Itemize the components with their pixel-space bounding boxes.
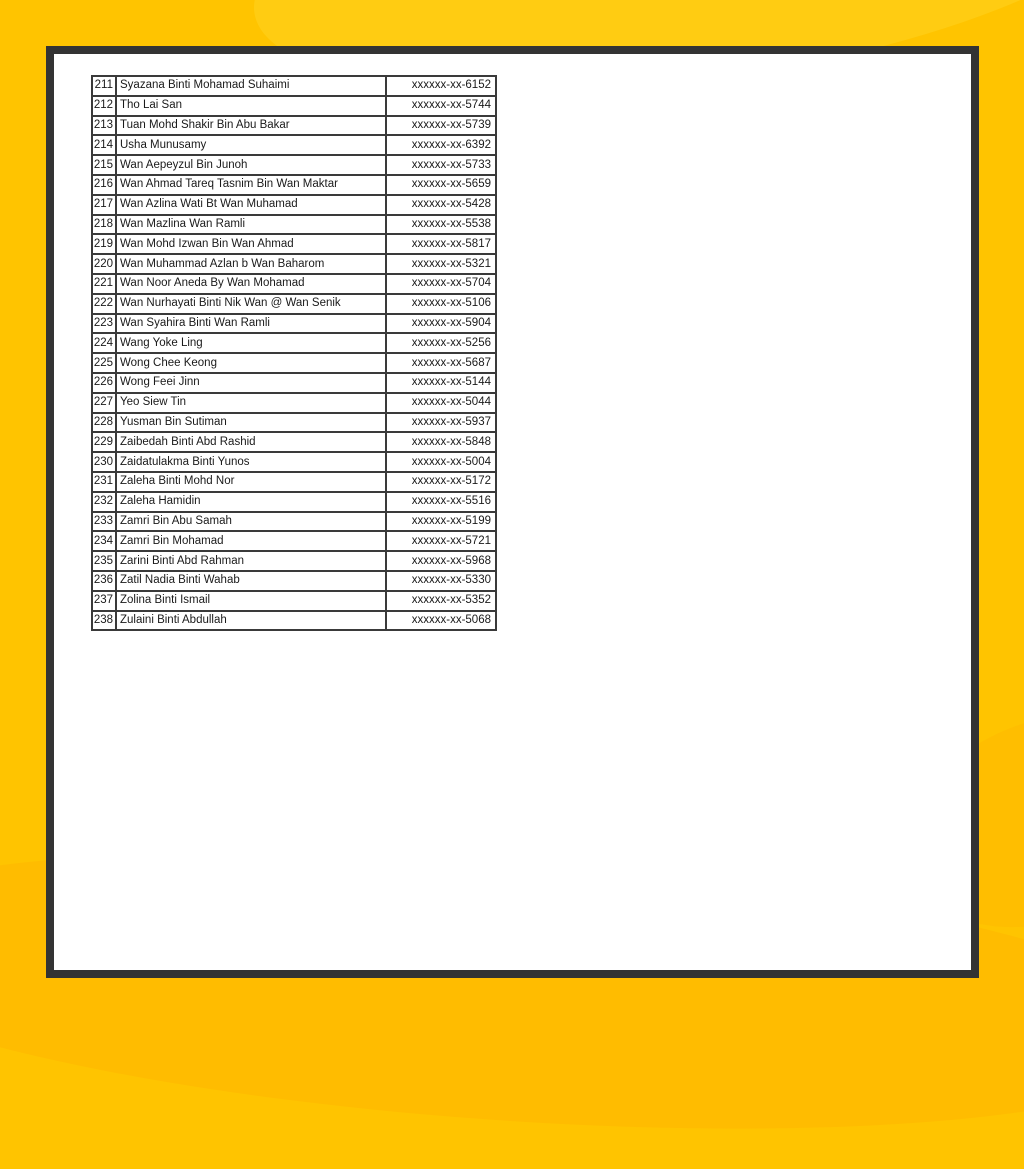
table-row (92, 195, 496, 215)
member-ic-number: xxxxxx-xx-5968 (386, 551, 496, 571)
table-row (92, 234, 496, 254)
member-name: Yusman Bin Sutiman (116, 413, 386, 433)
member-ic-number: xxxxxx-xx-5330 (386, 571, 496, 591)
table-row (92, 294, 496, 314)
member-ic-number: xxxxxx-xx-5744 (386, 96, 496, 116)
table-row (92, 333, 496, 353)
table-row (92, 175, 496, 195)
table-row (92, 373, 496, 393)
table-row (92, 76, 496, 96)
member-ic-number: xxxxxx-xx-5068 (386, 611, 496, 631)
table-row (92, 531, 496, 551)
row-number: 215 (92, 155, 116, 175)
member-name: Syazana Binti Mohamad Suhaimi (116, 76, 386, 96)
member-name: Zaibedah Binti Abd Rashid (116, 432, 386, 452)
member-ic-number: xxxxxx-xx-5704 (386, 274, 496, 294)
member-name: Usha Munusamy (116, 135, 386, 155)
row-number: 228 (92, 413, 116, 433)
member-ic-number: xxxxxx-xx-5199 (386, 512, 496, 532)
member-ic-number: xxxxxx-xx-5321 (386, 254, 496, 274)
member-ic-number: xxxxxx-xx-5044 (386, 393, 496, 413)
member-name: Zatil Nadia Binti Wahab (116, 571, 386, 591)
member-name: Wan Mazlina Wan Ramli (116, 215, 386, 235)
member-ic-number: xxxxxx-xx-5004 (386, 452, 496, 472)
table-row (92, 413, 496, 433)
member-name: Zamri Bin Mohamad (116, 531, 386, 551)
row-number: 235 (92, 551, 116, 571)
member-ic-number: xxxxxx-xx-5428 (386, 195, 496, 215)
member-name: Wong Chee Keong (116, 353, 386, 373)
table-row (92, 393, 496, 413)
member-name: Tuan Mohd Shakir Bin Abu Bakar (116, 116, 386, 136)
row-number: 216 (92, 175, 116, 195)
row-number: 236 (92, 571, 116, 591)
table-row (92, 472, 496, 492)
member-name: Wan Mohd Izwan Bin Wan Ahmad (116, 234, 386, 254)
table-row (92, 591, 496, 611)
member-ic-number: xxxxxx-xx-5904 (386, 314, 496, 334)
table-row (92, 452, 496, 472)
row-number: 214 (92, 135, 116, 155)
row-number: 221 (92, 274, 116, 294)
row-number: 211 (92, 76, 116, 96)
member-name: Tho Lai San (116, 96, 386, 116)
member-ic-number: xxxxxx-xx-6152 (386, 76, 496, 96)
row-number: 225 (92, 353, 116, 373)
member-ic-number: xxxxxx-xx-5172 (386, 472, 496, 492)
table-row (92, 551, 496, 571)
member-name: Zaleha Binti Mohd Nor (116, 472, 386, 492)
table-row (92, 314, 496, 334)
row-number: 212 (92, 96, 116, 116)
member-name: Wan Muhammad Azlan b Wan Baharom (116, 254, 386, 274)
row-number: 219 (92, 234, 116, 254)
row-number: 230 (92, 452, 116, 472)
member-name: Zaleha Hamidin (116, 492, 386, 512)
row-number: 226 (92, 373, 116, 393)
member-name: Wang Yoke Ling (116, 333, 386, 353)
member-name: Wan Syahira Binti Wan Ramli (116, 314, 386, 334)
row-number: 220 (92, 254, 116, 274)
member-name: Wan Aepeyzul Bin Junoh (116, 155, 386, 175)
member-list-table (91, 75, 497, 631)
table-row (92, 611, 496, 631)
member-name: Zulaini Binti Abdullah (116, 611, 386, 631)
member-ic-number: xxxxxx-xx-5144 (386, 373, 496, 393)
member-name: Zarini Binti Abd Rahman (116, 551, 386, 571)
member-ic-number: xxxxxx-xx-6392 (386, 135, 496, 155)
row-number: 233 (92, 512, 116, 532)
member-ic-number: xxxxxx-xx-5106 (386, 294, 496, 314)
row-number: 227 (92, 393, 116, 413)
member-ic-number: xxxxxx-xx-5817 (386, 234, 496, 254)
table-row (92, 116, 496, 136)
table-row (92, 155, 496, 175)
member-name: Wan Azlina Wati Bt Wan Muhamad (116, 195, 386, 215)
row-number: 232 (92, 492, 116, 512)
member-name: Zolina Binti Ismail (116, 591, 386, 611)
row-number: 223 (92, 314, 116, 334)
row-number: 224 (92, 333, 116, 353)
member-name: Yeo Siew Tin (116, 393, 386, 413)
row-number: 229 (92, 432, 116, 452)
member-list-body (92, 76, 496, 630)
member-name: Wan Noor Aneda By Wan Mohamad (116, 274, 386, 294)
member-ic-number: xxxxxx-xx-5733 (386, 155, 496, 175)
member-ic-number: xxxxxx-xx-5848 (386, 432, 496, 452)
table-row (92, 254, 496, 274)
document-frame (46, 46, 979, 978)
table-row (92, 135, 496, 155)
member-ic-number: xxxxxx-xx-5739 (386, 116, 496, 136)
member-ic-number: xxxxxx-xx-5538 (386, 215, 496, 235)
member-ic-number: xxxxxx-xx-5687 (386, 353, 496, 373)
table-row (92, 432, 496, 452)
row-number: 237 (92, 591, 116, 611)
row-number: 234 (92, 531, 116, 551)
member-name: Wan Ahmad Tareq Tasnim Bin Wan Maktar (116, 175, 386, 195)
member-name: Zaidatulakma Binti Yunos (116, 452, 386, 472)
member-ic-number: xxxxxx-xx-5659 (386, 175, 496, 195)
table-row (92, 215, 496, 235)
member-name: Wan Nurhayati Binti Nik Wan @ Wan Senik (116, 294, 386, 314)
table-row (92, 274, 496, 294)
member-ic-number: xxxxxx-xx-5937 (386, 413, 496, 433)
table-row (92, 512, 496, 532)
member-ic-number: xxxxxx-xx-5256 (386, 333, 496, 353)
row-number: 222 (92, 294, 116, 314)
row-number: 217 (92, 195, 116, 215)
member-name: Wong Feei Jinn (116, 373, 386, 393)
row-number: 238 (92, 611, 116, 631)
table-row (92, 96, 496, 116)
member-ic-number: xxxxxx-xx-5352 (386, 591, 496, 611)
table-row (92, 353, 496, 373)
table-row (92, 492, 496, 512)
row-number: 213 (92, 116, 116, 136)
member-ic-number: xxxxxx-xx-5516 (386, 492, 496, 512)
member-name: Zamri Bin Abu Samah (116, 512, 386, 532)
member-ic-number: xxxxxx-xx-5721 (386, 531, 496, 551)
table-row (92, 571, 496, 591)
row-number: 218 (92, 215, 116, 235)
row-number: 231 (92, 472, 116, 492)
